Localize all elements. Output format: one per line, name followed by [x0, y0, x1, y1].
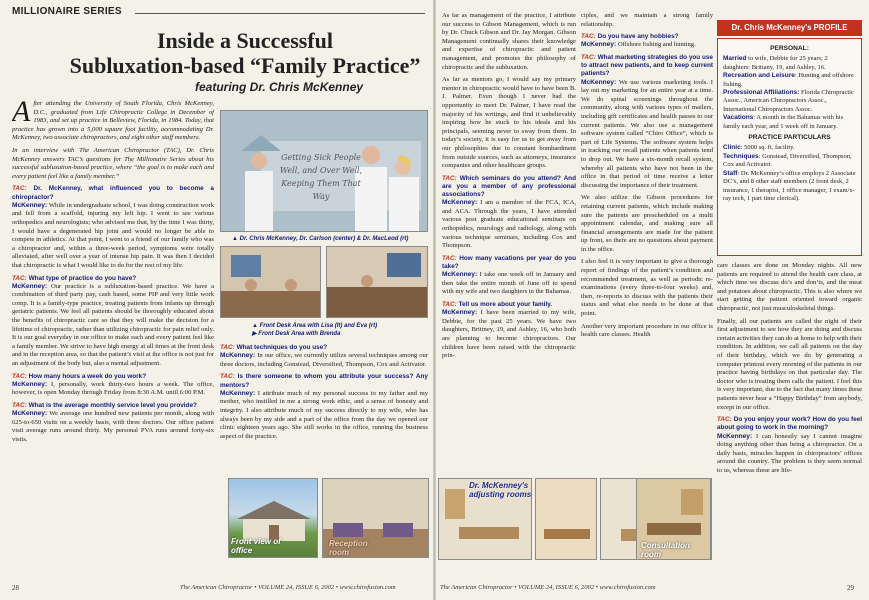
- answer: McKenney: We average one hundred new patients per month, along with 625-to-650 visits on a weekly basis, with three doctors. Our office patient visit average runs around thirty. My personal PVA runs around forty-six visits.: [12, 410, 214, 444]
- question: TAC: Do you have any hobbies?: [581, 33, 679, 41]
- answer: McKenney: We use various marketing tools. I lay out my marketing for an entire year at a time. We do spinal screenings throughout the community, along with various types of mailers, including gift certificates and health passes to our current patients. We also use a management software system called “Chiro Office”, which is part of Life Systems. The software system helps in tracking our recall patients when patients tend to drop out. We have a six-month recall system, whereby all patients who have not been in the office in that period of time receive a letter discussing the importance of their treatment.: [581, 78, 713, 189]
- front-desk-illustration-2: [327, 247, 428, 318]
- adjusting-photo-2: [535, 478, 597, 560]
- adjusting-photo-1: [438, 478, 532, 560]
- question: TAC: How many hours a week do you work?: [12, 372, 147, 380]
- profile-section-practice: PRACTICE PARTICULARS: [748, 134, 831, 142]
- profile-staff: Staff: Dr. McKenney’s office employs 2 Associate DC’s, and 8 other staff members (2 front desk, 2 insurance, 1 therapist, 1 office manager, 1 exam/x-ray tech, 1 part time clerical).: [723, 169, 856, 202]
- front-desk-caption-2: ▶ Front Desk Area with Brenda: [252, 331, 341, 337]
- profile-section-personal: PERSONAL:: [770, 45, 809, 52]
- drop-cap: A: [12, 100, 31, 128]
- paragraph: We also utilize the Gibson procedures for retaining current patients, which include making sure the patients are prescheduled on a multi appointment calendar, and making sure all financial arrangements are made for the patient up front, so there are no questions about payment in the office.: [581, 194, 713, 253]
- paragraph: As far as mentors go, I would say my primary mentor in chiropractic would have to have been B. J. Palmer. Even though I never had the opportunity to meet Dr. Palmer, I have read the majority of his writings, and find it unbelievably inspiring how he stuck to his ideals and his principals, seeming never to sway from them. In today’s society, it is easy for us to get away from our philosophies due to constant bombardment from outside sources, such as attorneys, insurance companies and other healthcare groups.: [442, 76, 576, 170]
- series-rule: [135, 13, 425, 14]
- answer: McKenney: I attribute much of my personal success to my father and my mother, who instilled in me a strong work ethic, and a sense of honesty and integrity. I also attribute much of my success directly to my wife, who has always been by my side and a part of the office from the day we opened our clinic eighteen years ago. She still works in the office, running the business aspect of the practice.: [220, 389, 428, 440]
- reception-photo: [322, 478, 429, 558]
- profile-header: Dr. Chris McKenney's PROFILE: [717, 20, 862, 36]
- question: TAC: What type of practice do you have?: [12, 274, 137, 282]
- front-desk-illustration-1: [221, 247, 321, 318]
- profile-married: Married to wife, Debbie for 25 years; 2 daughters: Brittany, 19, and Ashley, 16.: [723, 55, 828, 71]
- profile-affiliations: Professional Affiliations: Florida Chiropractic Assoc., American Chiropractors Assoc., International Chiropractors Assoc.: [723, 89, 854, 113]
- left-column: [12, 100, 214, 600]
- question: TAC: Do you enjoy your work? How do you feel about going to work in the morning?: [717, 416, 862, 432]
- intro-paragraph-2: In an interview with The American Chiropractor (TAC), Dr. Chris McKenney answers TAC’s questions for The Millionaire Series about his successful subluxation-based practice, where “the goal is to make each and every patient feel like a family member.”: [12, 146, 214, 180]
- answer: McKenney: I am a member of the FCA, ICA, and ACA. Through the years, I have attended various post graduate educational seminars on orthopedics, neurology and radiology, along with various technique seminars, including Cox and Thompson.: [442, 199, 576, 250]
- column-5: [717, 262, 862, 577]
- answer: McKenney: In our office, we currently utilize several techniques among our three doctors, including Gonstead, Diversified, Thompson, Cox and Activator.: [220, 352, 428, 368]
- paragraph: Finally, all our patients are called the night of their first adjustment to see how they are doing and discuss certain activities they can do at home to help with their condition. In addition, we call all patients on the day of their birthday, which we do by generating a computer printout every morning of the patients in our practice having birthdays on that particular day. The doctor who is treating them calls the patient. I feel this is very important, due to the fact that many times these patients never hear a “Happy Birthday” from anybody, except in our office.: [717, 317, 862, 411]
- answer: McKenney: I have been married to my wife, Debbie, for the past 25 years. We have two daughters, Brittney, 19, and Ashley, 16, who both are planning to become chiropractors. Our children have been raised with the chiropractic prin-: [442, 309, 576, 360]
- answer: McKenney: Offshore fishing and hunting.: [581, 41, 696, 49]
- question: TAC: Dr. McKenney, what influenced you to become a chiropractor?: [12, 185, 214, 201]
- doctors-caption: ▲ Dr. Chris McKenney, Dr. Carlson (center) & Dr. MacLeod (rt): [232, 236, 409, 242]
- series-label: MILLIONAIRE SERIES: [12, 6, 122, 17]
- folio-right: The American Chiropractor • VOLUME 24, ISSUE 6, 2002 • www.chirofusion.com: [440, 584, 656, 591]
- answer: McKenney: I take one week off in January and then take the entire month of June off to spend with my wife and two daughters in the Bahamas.: [442, 271, 576, 296]
- profile-vacations: Vacations: A month in the Bahamas with his family each year, and 1 week off in January.: [723, 114, 844, 130]
- folio-left: The American Chiropractor • VOLUME 24, ISSUE 6, 2002 • www.chirofusion.com: [180, 584, 396, 591]
- adjusting-label: Dr. McKenney's adjusting rooms: [469, 481, 532, 499]
- title-line-1: Inside a Successful: [156, 28, 334, 53]
- article-subtitle: featuring Dr. Chris McKenney: [195, 80, 364, 94]
- answer: McKenney: I can honestly say I cannot imagine doing anything other than being a chiropractor. On a daily basis, miracles happen in chiropractors’ offices around the country. The problem is they seem normal to us, whereas these are life-: [717, 432, 862, 474]
- paragraph: care classes are done on Monday nights. All new patients are required to attend the health care class, at which time we discuss do’s and don’ts, and the meat and potatoes about chiropractic. This is also where we start getting the patient oriented toward organic chiropractic, not just musculoskeletal things.: [717, 262, 862, 312]
- doctors-photo: [220, 110, 428, 232]
- reception-label: Reception room: [329, 539, 368, 557]
- paragraph: As far as management of the practice, I attribute our success to Gibson Management, which is run by Dr. Chuck Gibson and Dr. Jay Morgan. Gibson Management continually shares their knowledge and expertise of chiropractic and patient management, and promotes the philosophy of chiropractic and the subluxation.: [442, 12, 576, 71]
- page-fold: [433, 0, 436, 600]
- middle-column: [220, 340, 428, 475]
- question: TAC: What techniques do you use?: [220, 344, 328, 351]
- page-number-right: 29: [847, 584, 854, 592]
- profile-techniques: Techniques: Gonstead, Diversified, Thompson, Cox and Activator.: [723, 152, 852, 169]
- profile-clinic: Clinic: 5000 sq. ft. facility.: [723, 144, 795, 152]
- question: TAC: Tell us more about your family.: [442, 301, 553, 309]
- consultation-label: Consultation room: [641, 541, 690, 559]
- question: TAC: Which seminars do you attend? And are you a member of any professional associations?: [442, 174, 576, 199]
- answer: McKenney: I, personally, work thirty-two hours a week. The office, however, is open Monday through Friday from 8:30 A.M. until 6:00 P.M.: [12, 380, 214, 397]
- answer: McKenney: While in undergraduate school, I was doing construction work and fell from a scaffold, injuring my left hip. I went to see various orthopedics and neurologists; who advised me that, by the time I was thirty, I would have a degenerated hip joint and would no longer be able to compete in athletics. At that point, I went to a friend of our family who was a chiropractor and, within a three-week period, symptoms were totally alleviated, after well over a year of intense hip pain. It was then I decided that chiropractic is what I would like to do for the rest of my life.: [12, 201, 214, 269]
- page-number-left: 28: [12, 584, 19, 592]
- column-4: [581, 12, 713, 474]
- consultation-photo: [636, 478, 711, 560]
- intro-paragraph: After attending the University of South Florida, Chris McKenney, D.C., graduated from Life Chiropractic College in December of 1983, and set up practice in Belleview, Florida, in 1984. Today, that practice has grown into a 5,000 square foot facility, accommodating Dr. McKenney, two associate chiropractors, and eight other staff members.: [12, 100, 214, 142]
- column-3: [442, 12, 576, 474]
- paragraph: I also feel it is very important to give a thorough report of findings of the patient’s condition and recommended treatment, as well as periodic re-examinations (every three-to-four weeks) and, then, re-reports to discuss with the patients their status and what else needs to be done at that point.: [581, 258, 713, 318]
- front-desk-photo-1: [220, 246, 321, 318]
- question: TAC: Is there someone to whom you attribute your success? Any mentors?: [220, 373, 428, 389]
- question: TAC: How many vacations per year do you take?: [442, 254, 576, 271]
- profile-recreation: Recreation and Leisure: Hunting and offshore fishing.: [723, 72, 854, 88]
- front-desk-caption-1: ▲ Front Desk Area with Lisa (lt) and Eva (rt): [252, 323, 378, 329]
- answer: McKenney: Our practice is a subluxation-based practice. We have a combination of third party pay, cash based, some PIP and very little work comp. It is a family-type practice, treating patients from infants up through geriatric patients. We feel all patients should be thoroughly educated about the benefits of chiropractic care so that they will make the decision for a lifetime of chiropractic, rather than utilizing chiropractic for pain relief only. It is our goal everyday in our office to make each and every patient feel like a family member. We strive to have high energy at all times at the front desk and in the reception area, so that the patient’s visit at the office is not just for an adjustment of the body but, also a mental adjustment.: [12, 282, 214, 368]
- front-view-label: Front view of office: [231, 537, 281, 555]
- article-title: [60, 28, 430, 78]
- profile-box: [717, 38, 862, 256]
- adjusting-illustration-2: [536, 479, 597, 560]
- question: TAC: What is the average monthly service level you provide?: [12, 402, 197, 410]
- office-sign: Getting Sick People Well, and Over Well, Keeping Them That Way: [279, 153, 363, 201]
- front-desk-photo-2: [326, 246, 428, 318]
- front-view-photo: [228, 478, 318, 558]
- question: TAC: What marketing strategies do you use to attract new patients, and to keep current patients?: [581, 53, 713, 78]
- paragraph: Another very important procedure in our office is health care classes. Health: [581, 322, 713, 339]
- paragraph: ciples, and we maintain a strong family relationship.: [581, 12, 713, 28]
- title-line-2: Subluxation-based “Family Practice”: [69, 53, 421, 78]
